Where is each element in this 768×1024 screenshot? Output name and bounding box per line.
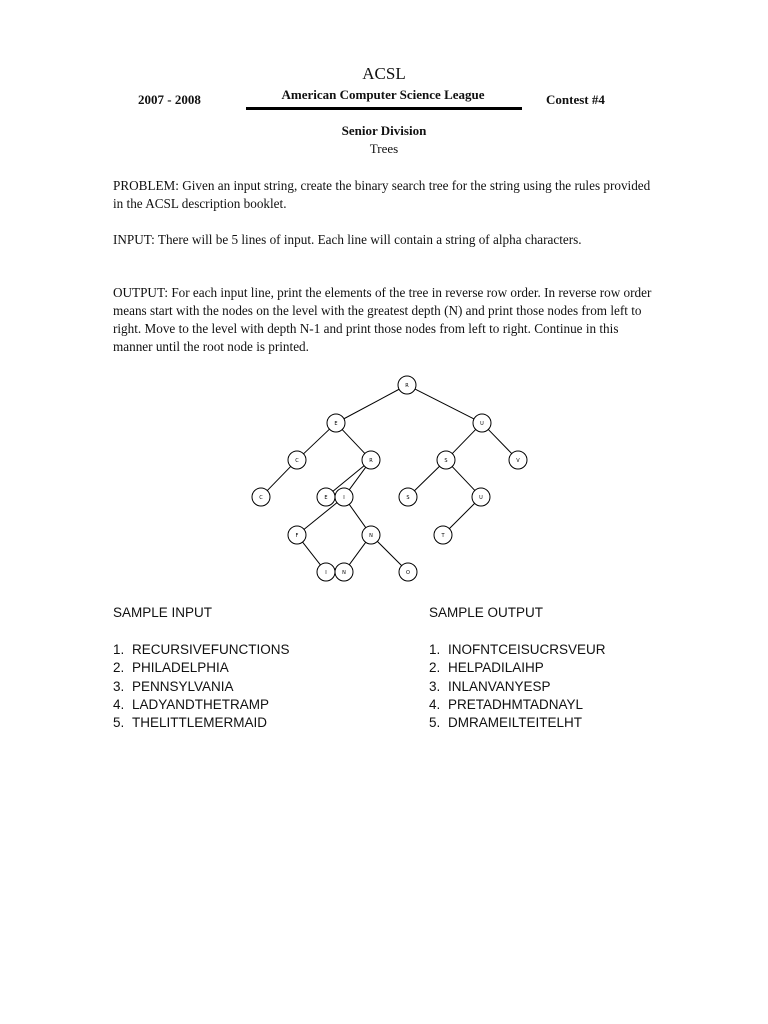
tree-node (472, 488, 490, 506)
tree-nodes (252, 376, 527, 581)
tree-node-label: R (369, 458, 373, 464)
item-number: 5. (429, 715, 441, 731)
tree-node (252, 488, 270, 506)
tree-edge (349, 504, 366, 527)
tree-node-label: S (406, 495, 410, 501)
list-item (429, 714, 606, 732)
tree-node (362, 526, 380, 544)
tree-node-label: T (441, 533, 445, 539)
list-item (429, 659, 606, 677)
list-item (429, 641, 606, 659)
tree-node (434, 526, 452, 544)
tree-node-label: S (444, 458, 448, 464)
tree-edge (267, 466, 290, 490)
sample-output-heading: SAMPLE OUTPUT (429, 605, 544, 620)
item-text: PHILADELPHIA (132, 660, 229, 676)
tree-edge (452, 467, 475, 491)
item-text: THELITTLEMERMAID (132, 715, 268, 731)
list-item (113, 714, 290, 732)
tree-node (335, 488, 353, 506)
list-item (113, 659, 290, 677)
contest-number: Contest #4 (546, 92, 605, 107)
tree-node (317, 563, 335, 581)
item-number: 5. (113, 715, 125, 731)
tree-node-label: U (479, 495, 483, 501)
tree-node-label: O (406, 570, 410, 576)
tree-node (399, 563, 417, 581)
tree-edge (415, 389, 474, 419)
item-number: 2. (113, 660, 125, 676)
tree-node (473, 414, 491, 432)
tree-node (362, 451, 380, 469)
tree-node (288, 526, 306, 544)
tree-edge (304, 503, 337, 530)
item-text: INLANVANYESP (448, 678, 551, 694)
output-paragraph: OUTPUT: For each input line, print the elements of the tree in reverse row order. In reverse row order means start with the nodes on the level with the greatest depth (N) and print those nodes from left to right. Move to the level with depth N-1 and print those nodes from left to right. Continue in this manner until the root node is printed. (113, 285, 652, 354)
sample-output-list (429, 641, 606, 732)
tree-node-label: N (369, 533, 373, 539)
item-text: RECURSIVEFUNCTIONS (132, 642, 290, 657)
tree-edge (414, 466, 439, 490)
tree-node-label: U (480, 421, 484, 427)
tree-edge (452, 429, 475, 453)
tree-node-label: F (295, 533, 299, 539)
tree-node-label: C (295, 458, 299, 464)
org-abbreviation: ACSL (362, 64, 406, 83)
tree-node (437, 451, 455, 469)
input-paragraph: INPUT: There will be 5 lines of input. Each line will contain a string of alpha characters. (113, 232, 582, 247)
tree-node-label: I (343, 495, 345, 501)
item-number: 3. (429, 678, 441, 694)
item-text: HELPADILAIHP (448, 660, 544, 676)
tree-edge (449, 503, 474, 528)
list-item (113, 641, 290, 659)
item-text: PRETADHMTADNAYL (448, 696, 584, 712)
tree-node (509, 451, 527, 469)
list-item (429, 678, 606, 696)
tree-node (327, 414, 345, 432)
tree-edge (333, 466, 364, 492)
org-name: American Computer Science League (281, 87, 485, 102)
tree-node-label: E (324, 495, 328, 501)
tree-edge (303, 542, 321, 565)
tree-edge (304, 429, 330, 454)
list-item (429, 696, 606, 714)
sample-input-list (113, 641, 290, 732)
tree-node-label: N (342, 570, 346, 576)
tree-node-label: V (516, 458, 520, 464)
tree-edge (342, 430, 365, 454)
tree-node (317, 488, 335, 506)
tree-node (399, 488, 417, 506)
topic-title: Trees (369, 141, 399, 156)
item-number: 3. (113, 678, 125, 694)
tree-edge (377, 541, 401, 565)
sample-input-heading: SAMPLE INPUT (113, 605, 213, 620)
tree-edge (488, 429, 511, 453)
problem-paragraph: PROBLEM: Given an input string, create the binary search tree for the string using the rules provided in the ACSL description booklet. (113, 178, 651, 211)
tree-node (335, 563, 353, 581)
item-text: LADYANDTHETRAMP (132, 696, 270, 712)
item-number: 4. (113, 696, 125, 712)
header-rule (246, 107, 522, 110)
tree-node-label: R (405, 383, 409, 389)
tree-node-label: C (259, 495, 263, 501)
list-item (113, 696, 290, 714)
tree-edge (344, 389, 399, 419)
item-number: 4. (429, 696, 441, 712)
tree-node (288, 451, 306, 469)
item-text: PENNSYLVANIA (132, 678, 234, 694)
school-year: 2007 - 2008 (138, 92, 201, 107)
tree-node (398, 376, 416, 394)
tree-node-label: E (334, 421, 338, 427)
item-number: 1. (429, 642, 441, 657)
item-number: 1. (113, 642, 125, 657)
tree-node-label: I (325, 570, 327, 576)
item-text: INOFNTCEISUCRSVEUR (448, 642, 606, 657)
tree-edge (349, 542, 365, 564)
binary-tree-diagram (240, 368, 540, 588)
list-item (113, 678, 290, 696)
item-number: 2. (429, 660, 441, 676)
division-title: Senior Division (341, 123, 427, 138)
item-text: DMRAMEILTEITELHT (448, 715, 583, 731)
